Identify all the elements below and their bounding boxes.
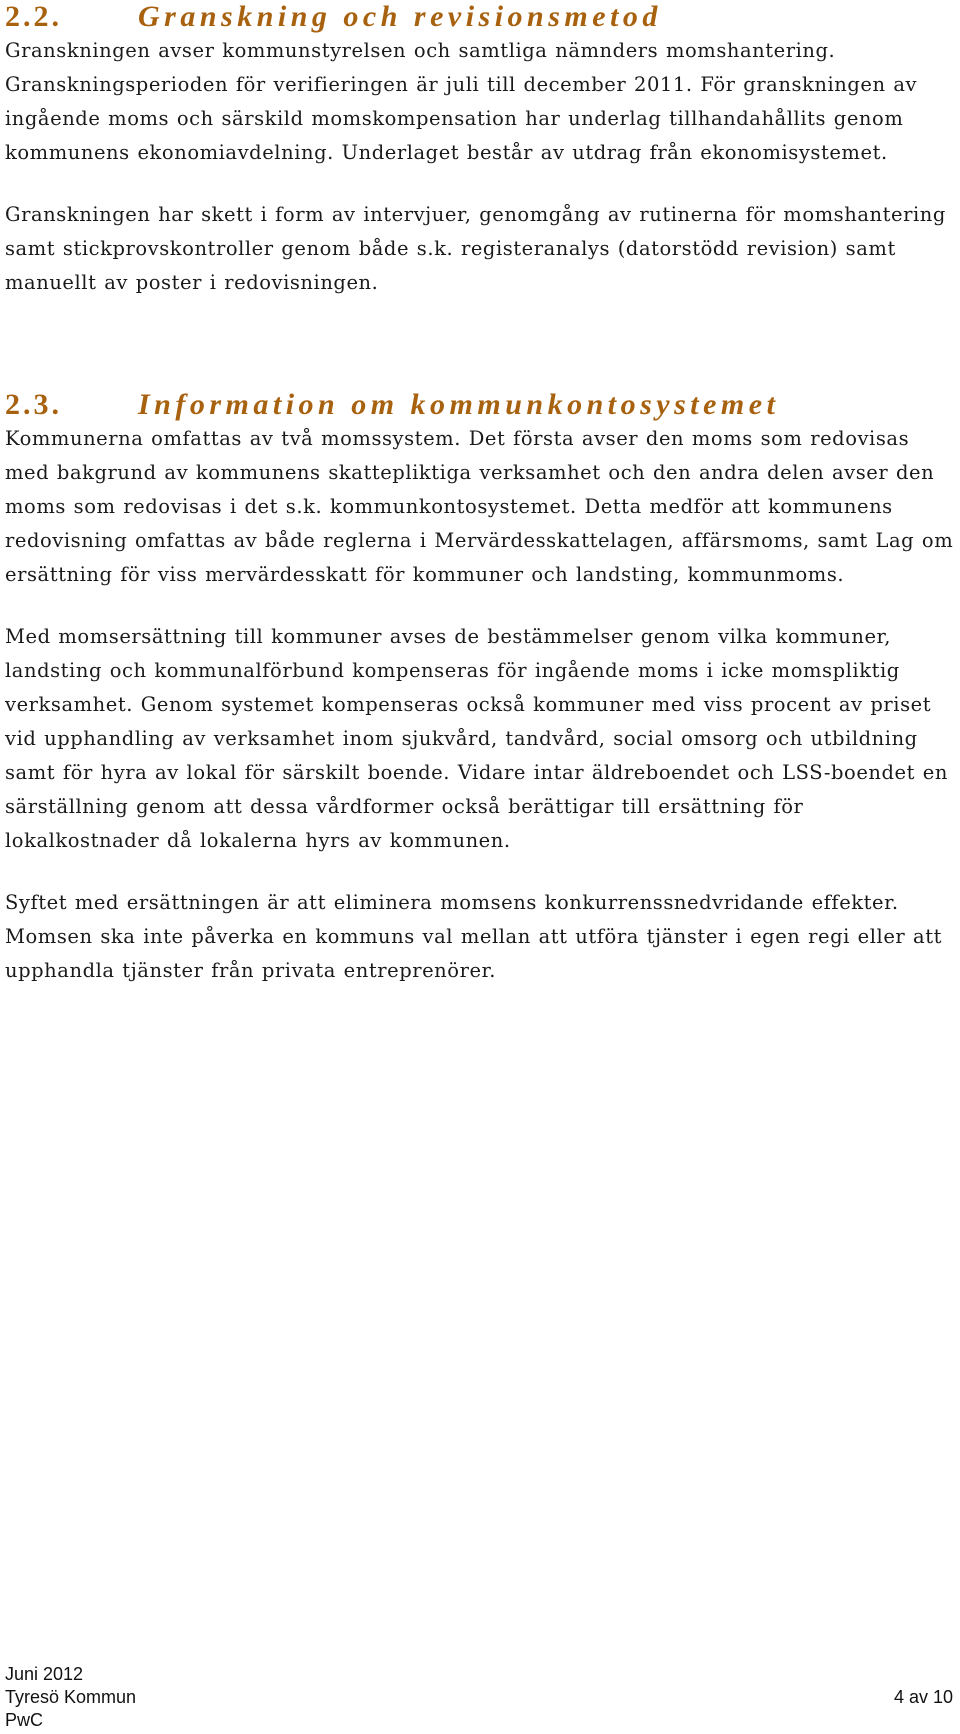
- section-heading: [5, 0, 955, 34]
- section-number: 2.2.: [5, 0, 62, 33]
- paragraph: Syftet med ersättningen är att eliminera momsens konkurrenssnedvridande effekter. Momsen ska inte påverka en kommuns val mellan att utföra tjänster i egen regi eller att upphandla tjänster från privata entreprenörer.: [5, 891, 942, 982]
- section-heading: [5, 388, 955, 422]
- paragraph: Granskningen har skett i form av intervjuer, genomgång av rutinerna för momshantering samt stickprovskontroller genom både s.k. registeranalys (datorstödd revision) samt manuellt av poster i redovisningen.: [5, 203, 946, 294]
- footer-firm: PwC: [5, 1710, 44, 1730]
- page-footer: [5, 1663, 955, 1732]
- footer-client: Tyresö Kommun: [5, 1687, 137, 1707]
- section-title: Granskning och revisionsmetod: [138, 0, 662, 33]
- section-title: Information om kommunkontosystemet: [138, 388, 780, 421]
- section-2-3: [5, 388, 955, 988]
- page-number: 4 av 10: [893, 1687, 953, 1707]
- section-2-2: [5, 0, 955, 300]
- section-number: 2.3.: [5, 388, 62, 421]
- paragraph: Med momsersättning till kommuner avses de bestämmelser genom vilka kommuner, landsting och kommunalförbund kompenseras för ingående moms i icke momspliktig verksamhet. Genom systemet kompenseras också kommuner med viss procent av priset vid upphandling av verksamhet inom sjukvård, tandvård, social omsorg och utbildning samt för hyra av lokal för särskilt boende. Vidare intar äldreboendet och LSS-boendet en särställning genom att dessa vårdformer också berättigar till ersättning för lokalkostnader då lokalerna hyrs av kommunen.: [5, 625, 948, 852]
- footer-date: Juni 2012: [5, 1664, 84, 1684]
- paragraph: Granskningen avser kommunstyrelsen och samtliga nämnders momshantering. Granskningsperioden för verifieringen är juli till december 2011. För granskningen av ingående moms och särskild momskompensation har underlag tillhandahållits genom kommunens ekonomiavdelning. Underlaget består av utdrag från ekonomisystemet.: [5, 39, 918, 164]
- paragraph: Kommunerna omfattas av två momssystem. Det första avser den moms som redovisas med bakgrund av kommunens skattepliktiga verksamhet och den andra delen avser den moms som redovisas i det s.k. kommunkontosystemet. Detta medför att kommunens redovisning omfattas av både reglerna i Mervärdesskattelagen, affärsmoms, samt Lag om ersättning för viss mervärdesskatt för kommuner och landsting, kommunmoms.: [5, 427, 954, 586]
